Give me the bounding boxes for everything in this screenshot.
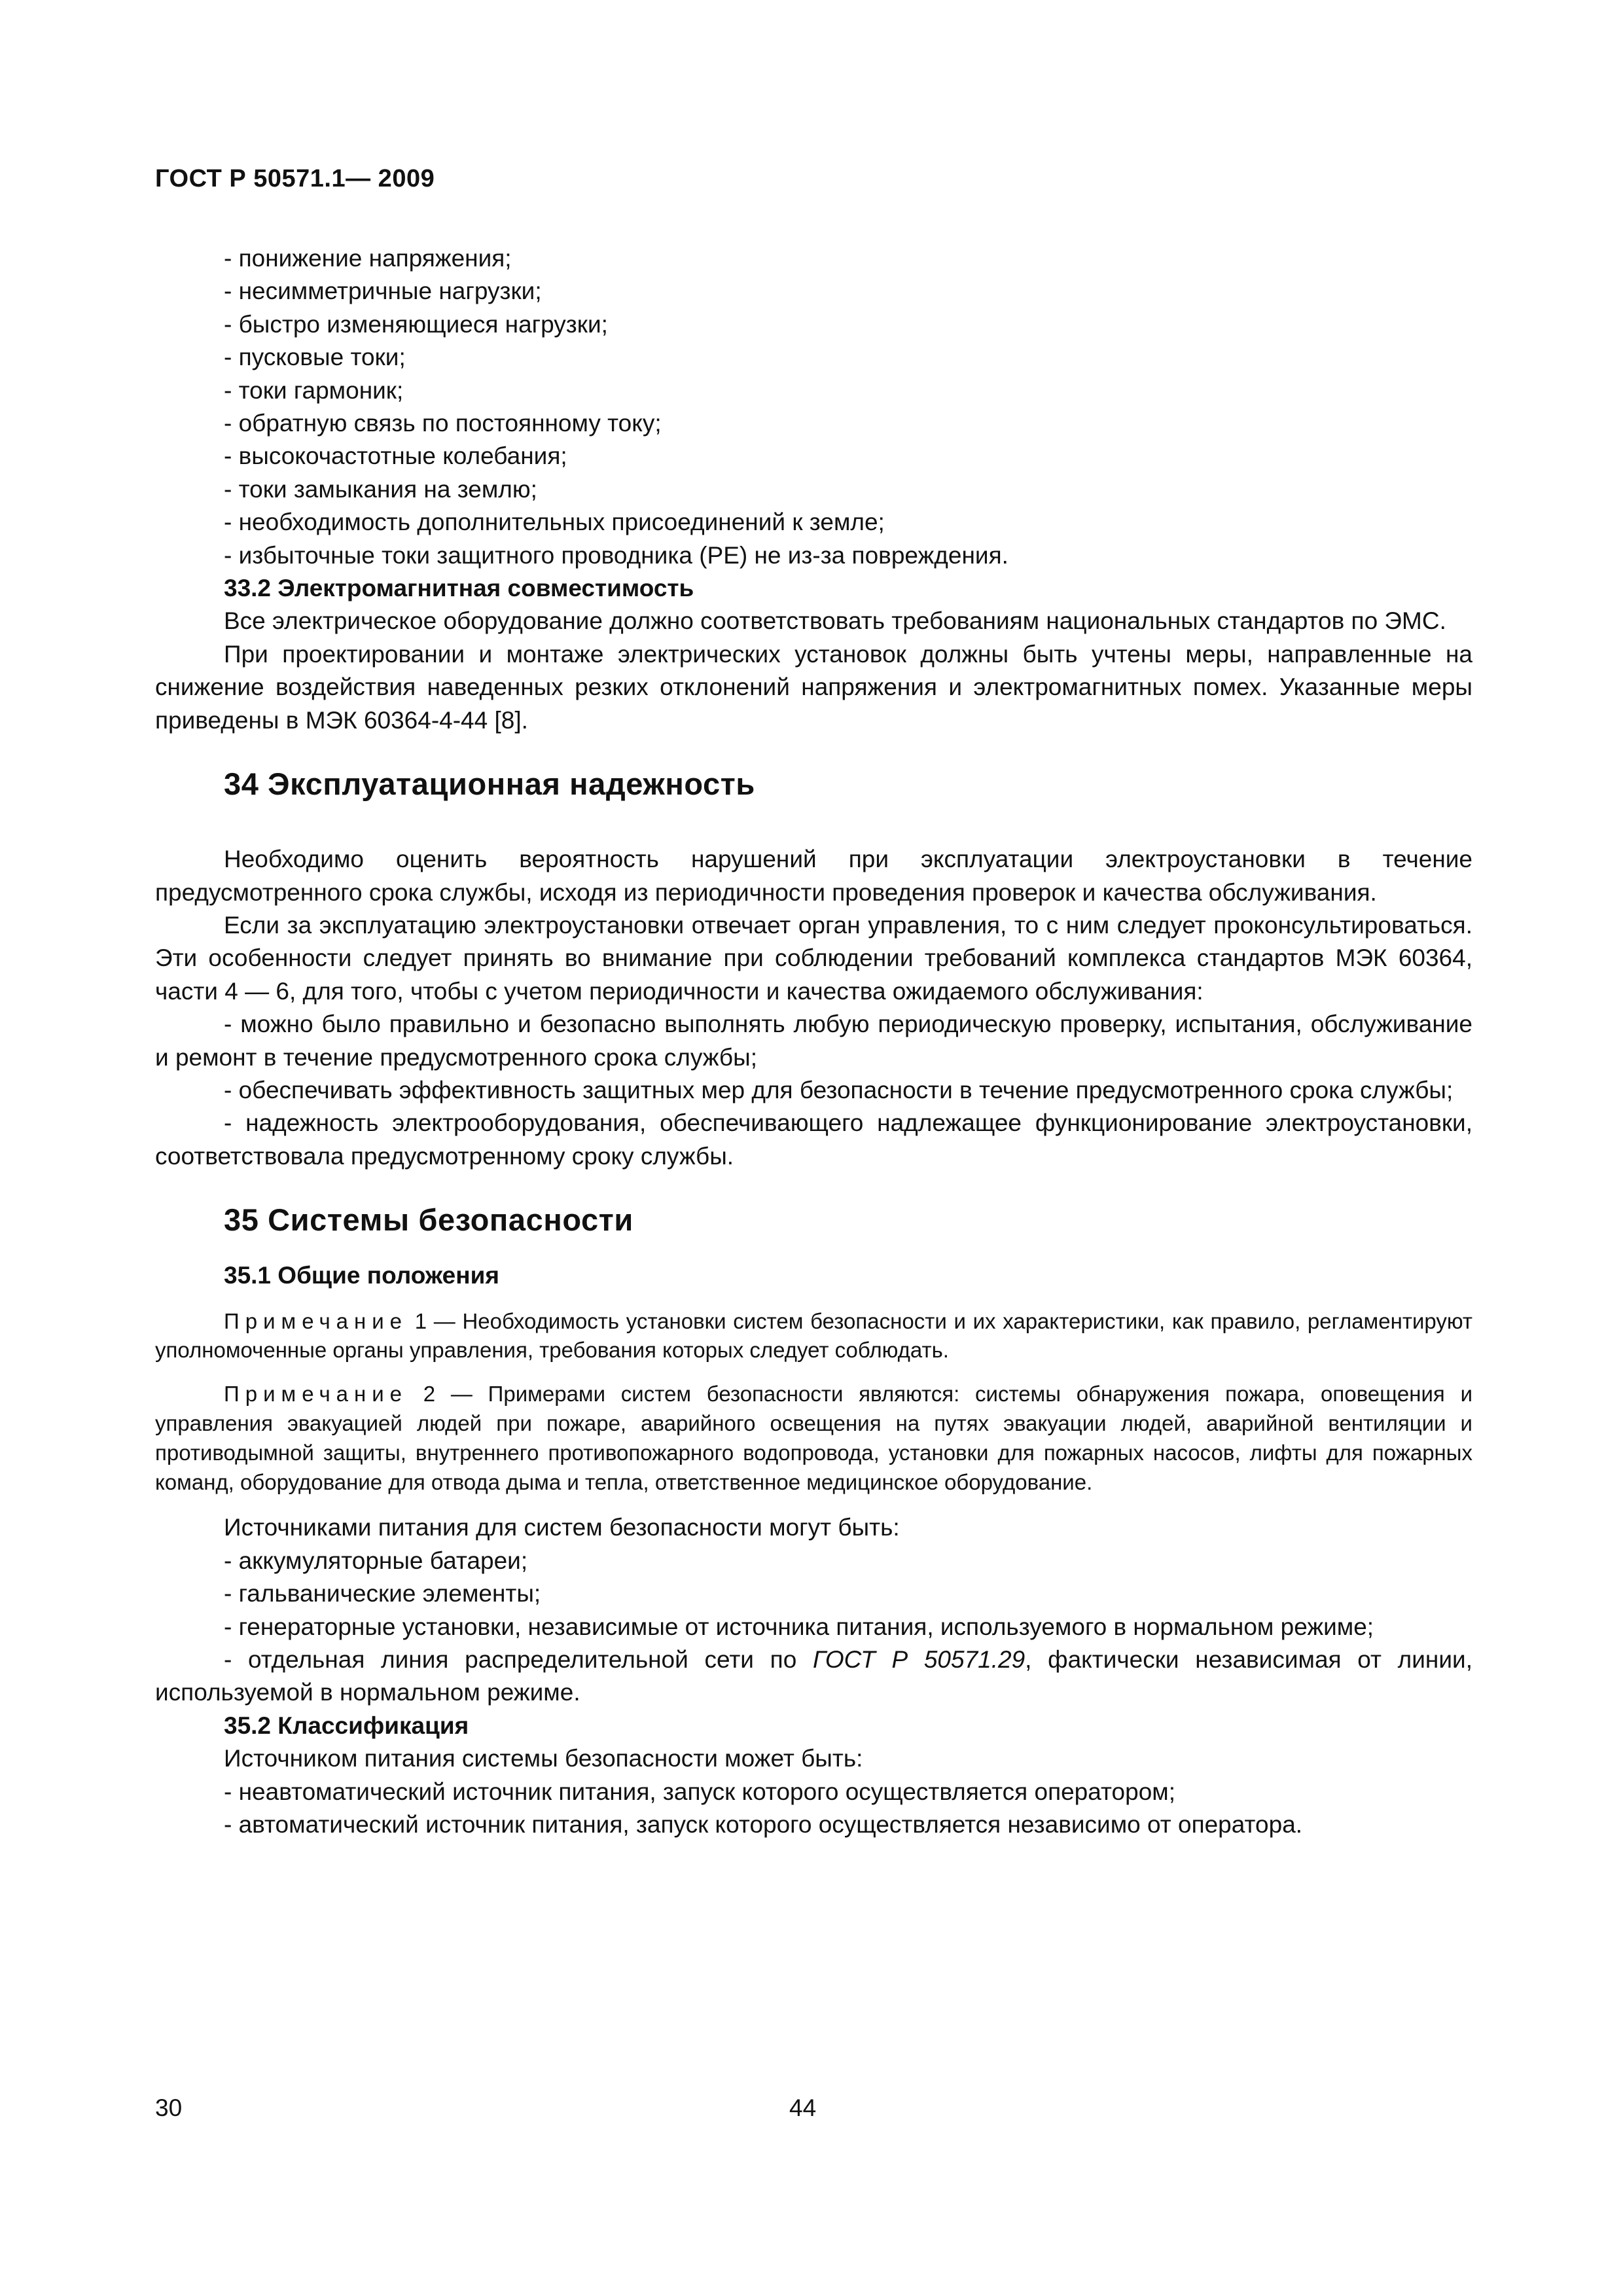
section-heading-34: 34 Эксплуатационная надежность	[224, 766, 755, 802]
list-item	[155, 1643, 1472, 1710]
list-item: - гальванические элементы;	[224, 1580, 541, 1607]
note-1	[155, 1307, 1472, 1366]
list-item: - избыточные токи защитного проводника (РЕ) не из-за повреждения.	[224, 541, 1008, 569]
list-item: - автоматический источник питания, запуск которого осуществляется независимо от оператора.	[224, 1811, 1303, 1838]
document-body	[155, 242, 1472, 1841]
page-number-center: 44	[789, 2094, 817, 2121]
note-text: 2 — Примерами систем безопасности являются: системы обнаружения пожара, оповещения и управления эвакуацией людей при пожаре, аварийного освещения на путях эвакуации людей, аварийной вентиляции и противодымной защиты, внутреннего противопожарного водопровода, установки для пожарных насосов, лифты для пожарных команд, оборудование для отвода дыма и тепла, ответственное медицинское оборудование.	[155, 1382, 1472, 1494]
list-item-text: - отдельная линия распределительной сети по	[224, 1645, 813, 1673]
list-item: - обеспечивать эффективность защитных мер для безопасности в течение предусмотренного срока службы;	[224, 1076, 1454, 1103]
note-text: 1 — Необходимость установки систем безопасности и их характеристики, как правило, регламентируют уполномоченные органы управления, требования которых следует соблюдать.	[155, 1308, 1472, 1363]
subsection-heading-35-2: 35.2 Классификация	[224, 1712, 469, 1739]
list-item: - токи гармоник;	[224, 376, 404, 404]
list-item: - необходимость дополнительных присоединений к земле;	[224, 509, 885, 536]
paragraph: Если за эксплуатацию электроустановки отвечает орган управления, то с ним следует проконсультироваться. Эти особенности следует принять во внимание при соблюдении требований комплекса стандартов МЭК 60364, части 4 — 6, для того, чтобы с учетом периодичности и качества ожидаемого обслуживания:	[155, 911, 1472, 1005]
list-item: - несимметричные нагрузки;	[224, 278, 542, 305]
list-item: - токи замыкания на землю;	[224, 475, 537, 503]
note-2	[155, 1380, 1472, 1497]
paragraph: Источниками питания для систем безопасности могут быть:	[224, 1514, 900, 1541]
paragraph: Источником питания системы безопасности может быть:	[224, 1745, 863, 1772]
list-item: - высокочастотные колебания;	[224, 442, 567, 470]
list-item: - быстро изменяющиеся нагрузки;	[224, 310, 608, 338]
list-item: - неавтоматический источник питания, запуск которого осуществляется оператором;	[224, 1778, 1176, 1805]
page-number-left: 30	[155, 2094, 183, 2121]
list-item: - пусковые токи;	[224, 344, 406, 371]
paragraph: Все электрическое оборудование должно соответствовать требованиям национальных стандартов по ЭМС.	[224, 607, 1446, 635]
subsection-heading-35-1: 35.1 Общие положения	[224, 1262, 499, 1289]
note-label: Примечание	[224, 1382, 408, 1407]
document-header: ГОСТ Р 50571.1— 2009	[155, 165, 435, 192]
paragraph: При проектировании и монтаже электрических установок должны быть учтены меры, направленные на снижение воздействия наведенных резких отклонений напряжения и электромагнитных помех. Указанные меры приведены в МЭК 60364-4-44 [8].	[155, 640, 1472, 734]
list-item: - аккумуляторные батареи;	[224, 1547, 528, 1574]
list-item: - обратную связь по постоянному току;	[224, 410, 662, 437]
paragraph: Необходимо оценить вероятность нарушений при эксплуатации электроустановки в течение предусмотренного срока службы, исходя из периодичности проведения проверок и качества обслуживания.	[155, 846, 1472, 906]
list-item: - генераторные установки, независимые от источника питания, используемого в нормальном режиме;	[224, 1613, 1374, 1640]
subsection-heading-33-2: 33.2 Электромагнитная совместимость	[224, 575, 694, 602]
standard-reference: ГОСТ Р 50571.29	[812, 1645, 1026, 1673]
section-heading-35: 35 Системы безопасности	[224, 1202, 633, 1238]
list-item: - надежность электрооборудования, обеспечивающего надлежащее функционирование электроустановки, соответствовала предусмотренному сроку службы.	[155, 1109, 1472, 1170]
disturbance-list	[155, 242, 1472, 572]
note-label: Примечание	[224, 1308, 408, 1333]
list-item: - можно было правильно и безопасно выполнять любую периодическую проверку, испытания, обслуживание и ремонт в течение предусмотренного срока службы;	[155, 1011, 1472, 1071]
list-item-text: , фактически независимая от линии, используемой в нормальном режиме.	[155, 1645, 1472, 1706]
list-item: - понижение напряжения;	[224, 245, 512, 272]
